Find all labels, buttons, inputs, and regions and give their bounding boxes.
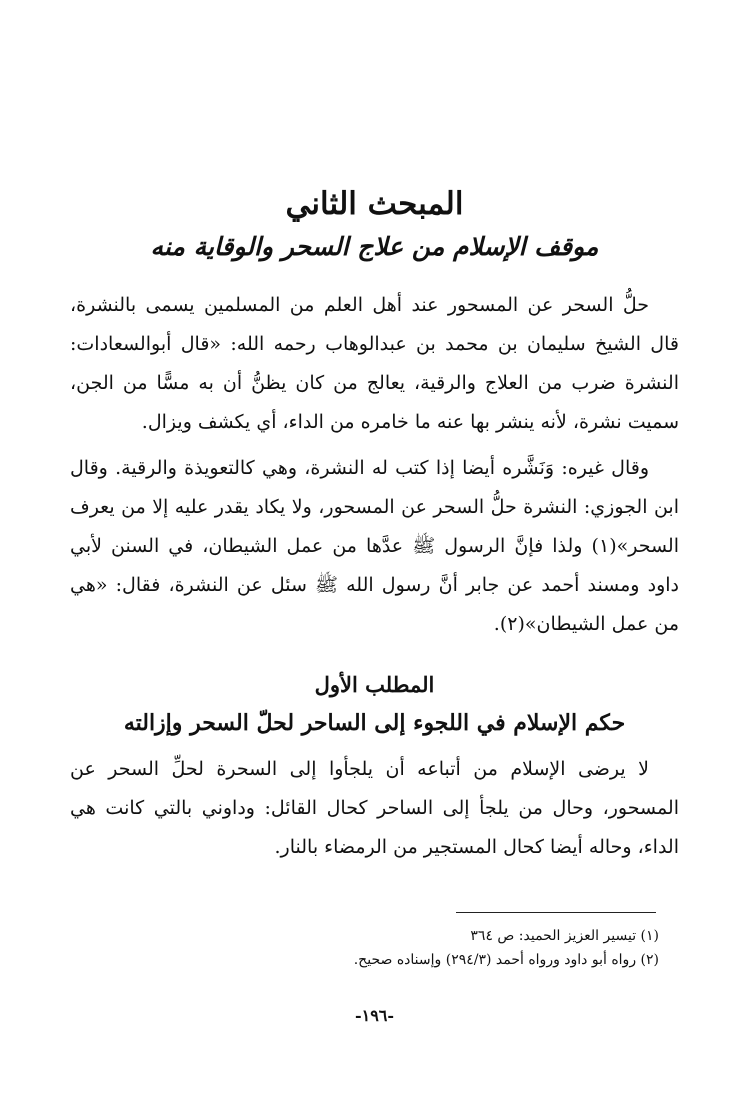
footnote-2: (٢) رواه أبو داود ورواه أحمد (٢٩٤/٣) وإسناده صحيح. [353, 952, 659, 968]
page-number: -١٩٦- [354, 1006, 395, 1025]
paragraph-2 [70, 449, 679, 644]
chapter-title: المبحث الثاني [285, 186, 464, 222]
paragraph-1 [70, 286, 679, 442]
footnotes [200, 924, 659, 972]
paragraph-1-text: حلُّ السحر عن المسحور عند أهل العلم من المسلمين يسمى بالنشرة، قال الشيخ سليمان بن محمد بن عبدالوهاب رحمه الله: «قال أبوالسعادات: النشرة ضرب من العلاج والرقية، يعالج من كان يظنُّ أن به مسًّا من الجن، سميت نشرة، لأنه ينشر بها عنه ما خامره من الداء، أي يكشف ويزال. [70, 294, 679, 433]
footnote-1: (١) تيسير العزيز الحميد: ص ٣٦٤ [470, 928, 659, 944]
paragraph-3 [70, 750, 679, 867]
paragraph-3-text: لا يرضى الإسلام من أتباعه أن يلجأوا إلى السحرة لحلِّ السحر عن المسحور، وحال من يلجأ إلى الساحر كحال القائل: وداوني بالتي كانت هي الداء، وحاله أيضا كحال المستجير من الرمضاء بالنار. [70, 758, 679, 858]
chapter-subtitle: موقف الإسلام من علاج السحر والوقاية منه [150, 232, 599, 261]
section-title: المطلب الأول [314, 672, 435, 697]
footnote-divider [456, 912, 656, 913]
paragraph-2-text: وقال غيره: وَنَشَّره أيضا إذا كتب له النشرة، وهي كالتعويذة والرقية. وقال ابن الجوزي: النشرة حلُّ السحر عن المسحور، ولا يكاد يقدر عليه إلا من يعرف السحر»(١) ولذا فإنَّ الرسول ﷺ عدَّها من عمل الشيطان، في السنن لأبي داود ومسند أحمد عن جابر أنَّ رسول الله ﷺ سئل عن النشرة، فقال: «هي من عمل الشيطان»(٢). [70, 457, 679, 635]
section-subtitle: حكم الإسلام في اللجوء إلى الساحر لحلّ السحر وإزالته [123, 710, 626, 736]
